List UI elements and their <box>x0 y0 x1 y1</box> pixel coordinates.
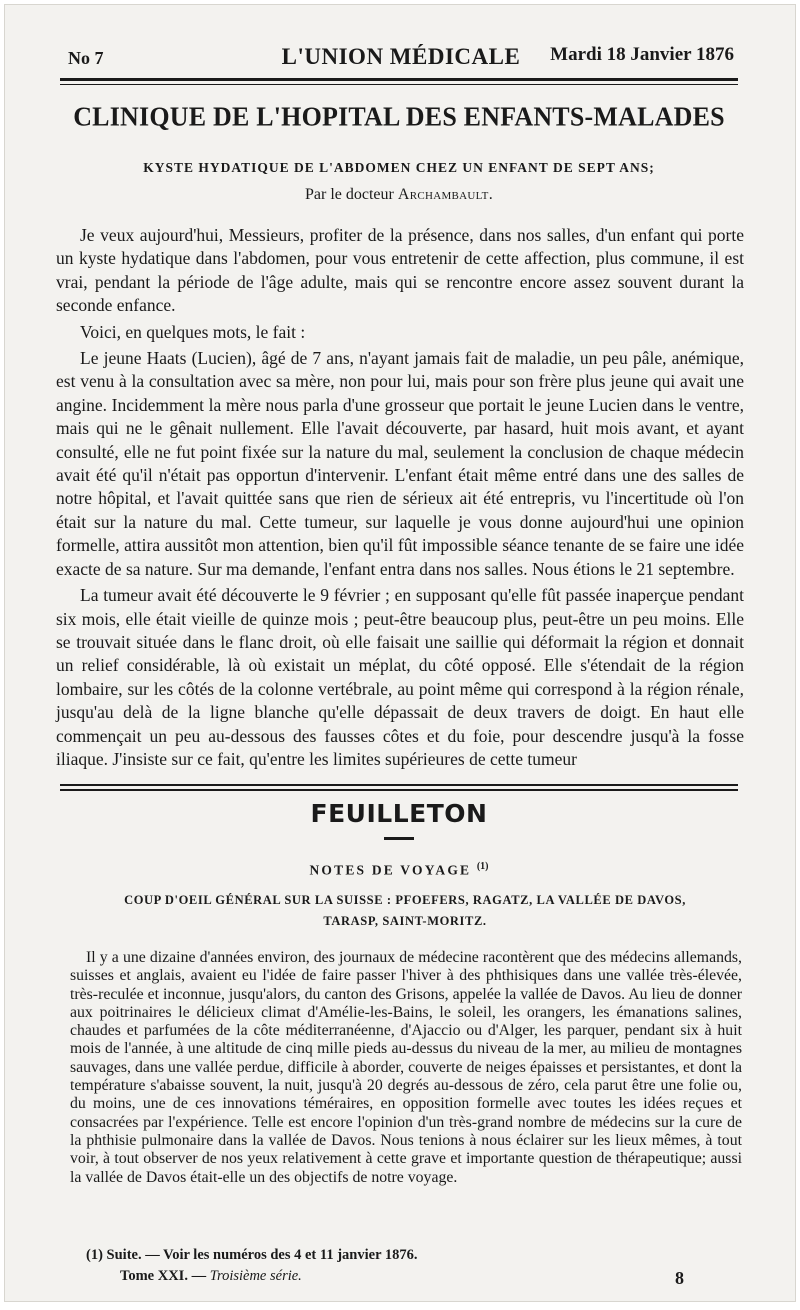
section-title: CLINIQUE DE L'HOPITAL DES ENFANTS-MALADES <box>73 101 725 132</box>
notes-title-text: NOTES DE VOYAGE <box>309 862 472 878</box>
author-name: Archambault. <box>397 186 493 203</box>
article-paragraph: La tumeur avait été découverte le 9 février ; en supposant qu'elle fût passée inaperçue pendant six mois, elle était vieille de quinze mois ; peut-être beaucoup plus, peut-être un peu moins. Elle se trouvait située dans le flanc droit, où elle faisait une saillie qui déformait la région et donnait un relief considérable, là où existait un méplat, du côté opposé. Elle s'étendait de la région lombaire, sur les côtés de la colonne vertébrale, au point même qui correspond à la région rénale, jusqu'au delà de la ligne blanche qu'elle dépassait de deux travers de doigt. En haut elle commençait un peu au-dessous des fausses côtes et du foie, pour descendre jusqu'à la fosse iliaque. J'insiste sur ce fait, qu'entre les limites supérieures de cette tumeur <box>56 585 744 769</box>
footnote-mark: (1) <box>476 861 489 872</box>
header-rule <box>60 78 738 81</box>
header-rule-thin <box>60 84 738 85</box>
feuilleton-subtitle <box>84 890 726 932</box>
byline <box>60 186 738 204</box>
article-paragraph: Voici, en quelques mots, le fait : <box>80 321 306 342</box>
feuilleton-paragraph: Il y a une dizaine d'années environ, des journaux de médecine racontèrent que des médecins allemands, suisses et anglais, avaient eu l'idée de faire passer l'hiver à des phthisiques dans une vallée très-élevée, très-reculée et inconnue, jusqu'alors, du canton des Grisons, appelée la vallée de Davos. Au lieu de donner aux poitrinaires le délicieux climat d'Amélie-les-Bains, le soleil, les orangers, les émanations salines, chaudes et parfumées de la côte méditerranéenne, d'Ajaccio ou d'Alger, les parquer, pendant six à huit mois de l'année, à une altitude de cinq mille pieds au-dessus du niveau de la mer, au milieu de montagnes sauvages, dans une vallée perdue, difficile à aborder, couverte de neiges épaisses et persistantes, et dont la température s'abaisse souvent, la nuit, jusqu'à 20 degrés au-dessous de zéro, cela parut être une folie ou, du moins, une de ces innovations téméraires, en opposition formelle avec toutes les idées reçues et consacrées par l'expérience. Telle est encore l'opinion d'un très-grand nombre de médecins sur la cure de la phthisie pulmonaire dans la vallée de Davos. Nous tenions à nous éclairer sur les lieux mêmes, à tout voir, à tout observer de nos yeux relativement à cette grave et importante question de thérapeutique; aussi la vallée de Davos était-elle un des objectifs de notre voyage. <box>70 949 742 1186</box>
byline-prefix: Par le docteur <box>304 186 394 203</box>
page-number: 8 <box>675 1268 684 1288</box>
feuilleton-rule-bottom <box>60 789 738 791</box>
article-paragraph: Je veux aujourd'hui, Messieurs, profiter de la présence, dans nos salles, d'un enfant qui porte un kyste hydatique dans l'abdomen, pour vous entretenir de cette affection, plus commune, il est vrai, pendant la période de l'âge adulte, mais qui se rencontre encore assez souvent durant la seconde enfance. <box>56 225 744 316</box>
feuilleton-title: FEUILLETON <box>310 799 488 828</box>
journal-title: L'UNION MÉDICALE <box>281 44 521 69</box>
feuilleton-rule-top <box>60 784 738 786</box>
issue-number: No 7 <box>68 48 104 68</box>
footnote: (1) Suite. — Voir les numéros des 4 et 11 janvier 1876. <box>86 1247 418 1263</box>
subtitle-line: COUP D'OEIL GÉNÉRAL SUR LA SUISSE : PFOEFERS, RAGATZ, LA VALLÉE DE DAVOS, <box>124 893 686 907</box>
subtitle-line: TARASP, SAINT-MORITZ. <box>323 914 487 928</box>
article-title: KYSTE HYDATIQUE DE L'ABDOMEN CHEZ UN ENFANT DE SEPT ANS; <box>143 160 655 175</box>
footer-volume <box>120 1268 302 1285</box>
series-label: Troisième série. <box>209 1268 302 1284</box>
notes-title <box>60 861 738 879</box>
article-body <box>56 224 744 774</box>
feuilleton-body <box>70 949 742 1187</box>
page-header <box>68 40 734 74</box>
newspaper-page <box>4 4 796 1302</box>
feuilleton-divider <box>384 837 414 840</box>
tome-label: Tome XXI. — <box>120 1268 207 1284</box>
issue-date: Mardi 18 Janvier 1876 <box>550 44 734 65</box>
article-paragraph: Le jeune Haats (Lucien), âgé de 7 ans, n'ayant jamais fait de maladie, un peu pâle, anémique, est venu à la consultation avec sa mère, non pour lui, mais pour son frère plus jeune qui avait une angine. Incidemment la mère nous parla d'une grosseur que portait le jeune Lucien dans le ventre, mais qui ne le gênait nullement. Elle l'avait découverte, par hasard, huit mois avant, et ayant consulté, elle ne fut point fixée sur la nature du mal, seulement la conclusion de chaque médecin avait été qu'il n'était pas opportun d'intervenir. L'enfant était même entré dans une des salles de notre hôpital, et l'avait quittée sans que rien de sérieux ait été entrepris, vu l'incertitude où l'on était sur la nature du mal. Cette tumeur, sur laquelle je vous donne aujourd'hui une opinion formelle, attira aussitôt mon attention, bien qu'il fût impossible séance tenante de se faire une idée exacte de sa nature. Sur ma demande, l'enfant entra dans nos salles. Nous étions le 21 septembre. <box>56 348 744 579</box>
